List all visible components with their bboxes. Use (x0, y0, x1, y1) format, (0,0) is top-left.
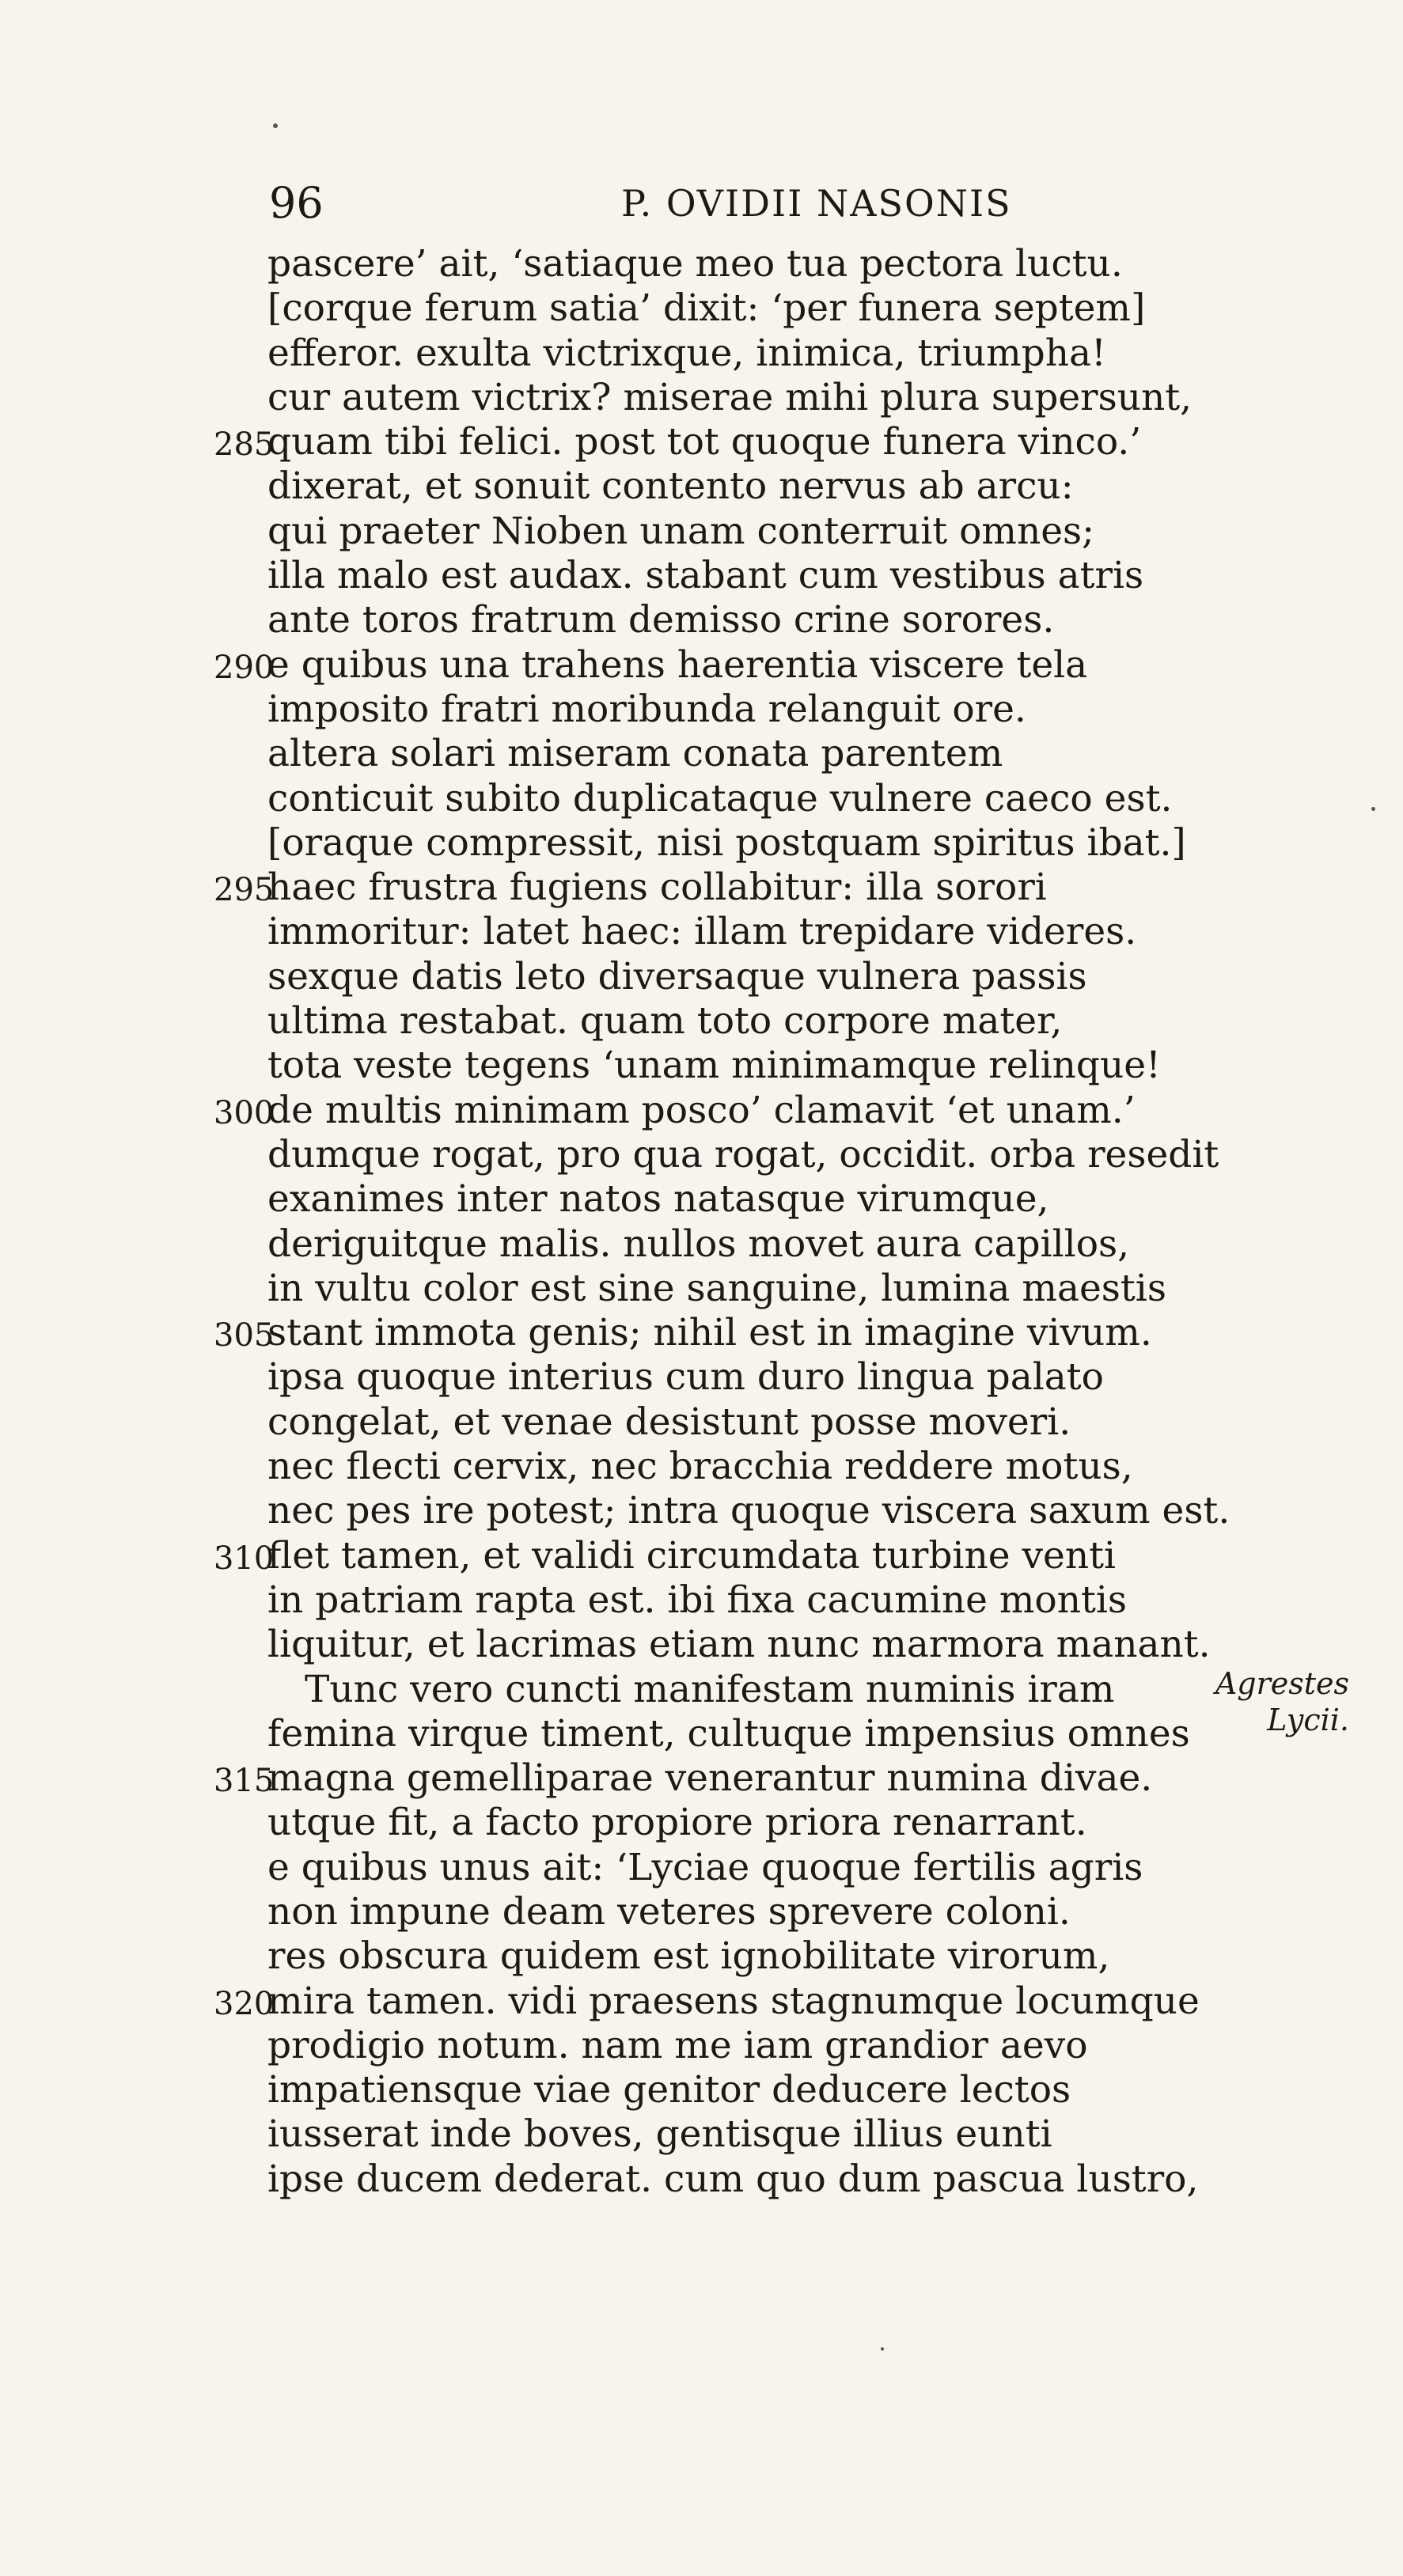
verse-text: flet tamen, et validi circumdata turbine venti (267, 1533, 1117, 1578)
verse-text: magna gemelliparae venerantur numina divae. (267, 1756, 1153, 1801)
page-header (269, 176, 1060, 231)
verse-text: de multis minimam posco’ clamavit ‘et unam.’ (267, 1088, 1136, 1132)
verse-line (0, 688, 1403, 732)
verse-text: mira tamen. vidi praesens stagnumque locumque (267, 1979, 1200, 2023)
verse-line (0, 643, 1403, 688)
verse-line (0, 1979, 1403, 2024)
verse-text: impatiensque viae genitor deducere lectos (267, 2068, 1071, 2112)
verse-line (0, 1534, 1403, 1578)
verse-text: efferor. exulta victrixque, inimica, triumpha! (267, 331, 1106, 375)
verse-line (0, 732, 1403, 776)
verse-line (0, 1089, 1403, 1133)
verse-text: [oraque compressit, nisi postquam spiritus ibat.] (267, 820, 1186, 865)
verse-text: e quibus unus ait: ‘Lyciae quoque fertilis agris (267, 1845, 1143, 1889)
verse-text: deriguitque malis. nullos movet aura capillos, (267, 1222, 1130, 1266)
verse-line (0, 1712, 1403, 1756)
verse-text: illa malo est audax. stabant cum vestibus atris (267, 554, 1144, 598)
page-number: 96 (269, 178, 324, 228)
verse-line (0, 1177, 1403, 1222)
verse-text: in vultu color est sine sanguine, lumina maestis (267, 1266, 1166, 1310)
verse-line (0, 464, 1403, 509)
verse-text: quam tibi felici. post tot quoque funera vinco.’ (267, 420, 1142, 464)
verse-line (0, 554, 1403, 598)
verse-line (0, 1355, 1403, 1400)
verse-line (0, 999, 1403, 1044)
line-number: 295 (214, 872, 275, 909)
verse-text: ultima restabat. quam toto corpore mater, (267, 999, 1063, 1044)
verse-text: exanimes inter natos natasque virumque, (267, 1177, 1049, 1222)
verse-text: dumque rogat, pro qua rogat, occidit. orba resedit (267, 1132, 1219, 1176)
verse-text: qui praeter Nioben unam conterruit omnes; (267, 509, 1095, 553)
verse-line (0, 1400, 1403, 1445)
verse-line (0, 1044, 1403, 1088)
verse-text: stant immota genis; nihil est in imagine vivum. (267, 1311, 1152, 1355)
verse-line (0, 286, 1403, 331)
line-number: 285 (214, 426, 275, 464)
verse-line (0, 1578, 1403, 1623)
verse-text: conticuit subito duplicataque vulnere caeco est. (267, 776, 1173, 820)
margin-note (1215, 1665, 1349, 1738)
line-number: 290 (214, 649, 275, 686)
line-number: 320 (214, 1985, 275, 2022)
verse-text: prodigio notum. nam me iam grandior aevo (267, 2023, 1088, 2067)
verse-line (0, 1222, 1403, 1267)
verse-text: femina virque timent, cultuque impensius omnes (267, 1711, 1190, 1756)
verse-text: pascere’ ait, ‘satiaque meo tua pectora luctu. (267, 242, 1123, 286)
verse-line (0, 1623, 1403, 1667)
verse-text: non impune deam veteres sprevere coloni. (267, 1889, 1071, 1934)
verse-line (0, 1801, 1403, 1845)
verse-line (0, 821, 1403, 866)
line-number: 300 (214, 1094, 275, 1131)
verse-text: liquitur, et lacrimas etiam nunc marmora manant. (267, 1623, 1211, 1667)
verse-line (0, 955, 1403, 999)
verse-line (0, 510, 1403, 554)
verse-line (0, 376, 1403, 420)
verse-text: ipse ducem dederat. cum quo dum pascua lustro, (267, 2157, 1199, 2201)
verse-line (0, 1267, 1403, 1311)
verse-text: nec pes ire potest; intra quoque viscera saxum est. (267, 1489, 1230, 1533)
verse-line (0, 2157, 1403, 2202)
verse-line (0, 1445, 1403, 1489)
verse-line (0, 2112, 1403, 2157)
verse-text: [corque ferum satia’ dixit: ‘per funera septem] (267, 286, 1146, 331)
verse-text: altera solari miseram conata parentem (267, 732, 1003, 776)
verse-text: tota veste tegens ‘unam minimamque relinque! (267, 1044, 1161, 1088)
verse-line (0, 1668, 1403, 1712)
verse-text: nec flecti cervix, nec bracchia reddere motus, (267, 1445, 1133, 1489)
verse-text: iusserat inde boves, gentisque illius eunti (267, 2112, 1052, 2157)
verse-line (0, 598, 1403, 642)
verse-text: congelat, et venae desistunt posse moveri. (267, 1400, 1071, 1444)
running-head: P. OVIDII NASONIS (621, 182, 1012, 225)
verse-text: ante toros fratrum demisso crine sorores. (267, 598, 1055, 642)
verse-line (0, 2068, 1403, 2112)
verse-line (0, 2024, 1403, 2068)
verse-text: haec frustra fugiens collabitur: illa sorori (267, 866, 1047, 910)
verse-line (0, 420, 1403, 464)
margin-note-line: Lycii. (1267, 1703, 1349, 1737)
verse-line (0, 1311, 1403, 1355)
verse-block (0, 242, 1403, 2202)
verse-line (0, 1489, 1403, 1533)
verse-line (0, 1133, 1403, 1177)
verse-text: immoritur: latet haec: illam trepidare videres. (267, 910, 1137, 954)
verse-line (0, 1846, 1403, 1890)
verse-text: res obscura quidem est ignobilitate virorum, (267, 1934, 1110, 1979)
line-number: 310 (214, 1540, 275, 1577)
verse-text: e quibus una trahens haerentia viscere tela (267, 642, 1088, 687)
verse-line (0, 1934, 1403, 1979)
verse-text: ipsa quoque interius cum duro lingua palato (267, 1355, 1104, 1400)
margin-note-line: Agrestes (1215, 1666, 1349, 1701)
verse-line (0, 866, 1403, 910)
verse-text: dixerat, et sonuit contento nervus ab arcu: (267, 464, 1074, 509)
verse-text: utque fit, a facto propiore priora renarrant. (267, 1801, 1087, 1845)
verse-text: Tunc vero cuncti manifestam numinis iram (305, 1667, 1115, 1711)
verse-line (0, 910, 1403, 954)
verse-line (0, 1756, 1403, 1801)
verse-line (0, 242, 1403, 286)
verse-text: imposito fratri moribunda relanguit ore. (267, 687, 1026, 731)
verse-line (0, 1890, 1403, 1934)
paper-speck (273, 123, 278, 128)
line-number: 315 (214, 1763, 275, 1800)
verse-text: in patriam rapta est. ibi fixa cacumine montis (267, 1578, 1128, 1622)
verse-line (0, 777, 1403, 821)
paper-speck (881, 2347, 884, 2351)
verse-text: sexque datis leto diversaque vulnera passis (267, 954, 1087, 998)
verse-text: cur autem victrix? miserae mihi plura supersunt, (267, 375, 1193, 419)
verse-line (0, 331, 1403, 376)
line-number: 305 (214, 1317, 275, 1354)
